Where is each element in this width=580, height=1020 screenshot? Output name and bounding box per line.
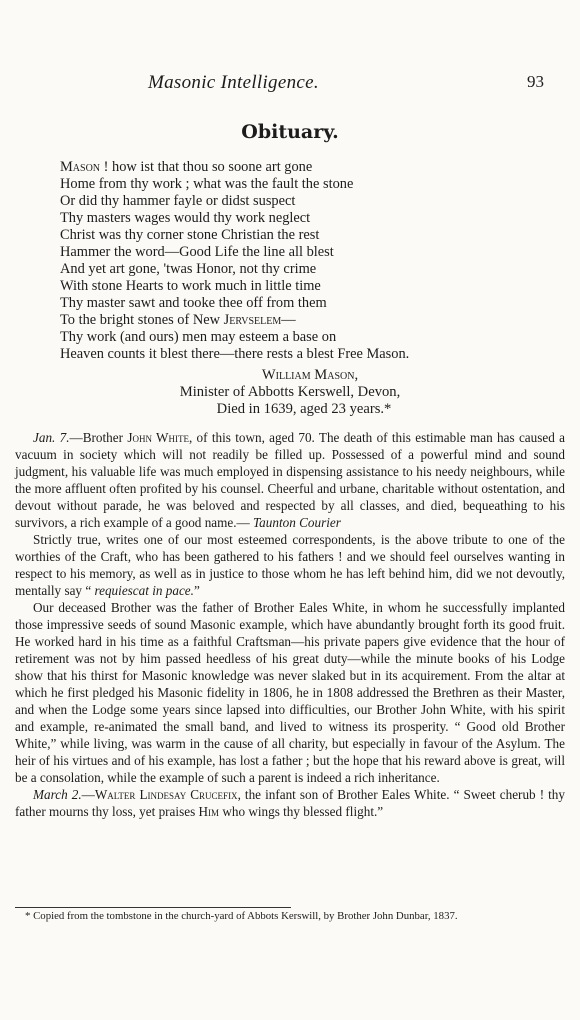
poem-line (60, 312, 520, 329)
paragraph-john-white (15, 429, 565, 531)
text-run: Strictly true, writes one of our most esteemed correspondents, is the above tribute to one of the worthies of the Craft, who has been gathered to his fathers ! and we should feel ourselves wanting in respect to his memory, as well as in justice to those whom he has left behind him, did we not devoutly, mentally say “ (15, 532, 565, 598)
date-jan-7: Jan. 7. (33, 430, 70, 445)
poem-line: Home from thy work ; what was the fault the stone (60, 176, 354, 192)
poem-line: Christ was thy corner stone Christian the rest (60, 227, 320, 243)
footnote-rule (15, 907, 291, 908)
text-run: , of this town, aged 70. The death of this estimable man has caused a vacuum in society which will not readily be filled up. Possessed of a powerful mind and sound judgment, his valuable life was much employed in dispensing assistance to his needy neighbours, while the more affluent often profited by his counsel. Cheerful and urbane, charitable without ostentation, and devout without parade, he was beloved and respected by all classes, and died, bequeathing to his survivors, a rich example of a good name.— (15, 430, 565, 530)
name-john-white: John White (127, 430, 189, 445)
signature-died: Died in 1639, aged 23 years.* (216, 401, 392, 417)
text-run: who wings thy blessed flight.” (219, 804, 384, 819)
poem-jerusalem-word: Jervselem (223, 312, 282, 328)
section-heading: Obituary. (241, 121, 339, 143)
poem-line: Thy masters wages would thy work neglect (60, 210, 311, 226)
running-head (0, 72, 580, 98)
signature-role: Minister of Abbotts Kerswell, Devon, (179, 384, 401, 400)
paragraph-tribute (15, 531, 565, 599)
word-him: Him (198, 804, 220, 819)
latin-phrase: requiescat in pace. (94, 583, 194, 598)
poem-line: Hammer the word—Good Life the line all blest (60, 244, 334, 260)
poem-line: Heaven counts it blest there—there rests a blest Free Mason. (60, 346, 410, 362)
text-run: ” (193, 583, 200, 598)
poem-line: And yet art gone, 'twas Honor, not thy crime (60, 261, 317, 277)
poem-line: Or did thy hammer fayle or didst suspect (60, 193, 296, 209)
footnote-text: * Copied from the tombstone in the church-yard of Abbots Kerswill, by Brother John Dunbar, 1837. (25, 910, 458, 922)
signature-name: William Mason, (261, 367, 359, 383)
running-title: Masonic Intelligence. (148, 72, 319, 93)
source-taunton-courier: Taunton Courier (253, 515, 341, 530)
text-run: , the infant son of Brother Eales White. “ Sweet cherub ! thy father mourns thy loss, yet praises (15, 787, 565, 819)
name-walter-crucefix: Walter Lindesay Crucefix (94, 787, 238, 802)
obituary-body (15, 429, 565, 820)
poem-jerusalem-post: — (281, 312, 296, 328)
poem-line: Thy work (and ours) men may esteem a base on (60, 329, 337, 345)
poem-first-rest: ! how ist that thou so soone art gone (100, 159, 313, 175)
paragraph-eales-white: Our deceased Brother was the father of Brother Eales White, in whom he successfully implanted those impressive seeds of sound Masonic example, which have abundantly brought forth its good fruit. He worked hard in his time as a faithful Craftsman—his private papers give evidence that the hour of retirement was not by him passed heedless of his great duty—while the minute books of his Lodge show that his thirst for Masonic knowledge was never slaked but in its acquirement. From the altar at which he first pledged his Masonic fidelity in 1806, he in 1808 addressed the Brethren as their Master, and when the Lodge some years since lapsed into difficulties, our Brother John White, with his spirit and example, re-animated the small band, and lived to witness its prosperity. “ Good old Brother White,” while living, was warm in the cause of all charity, but especially in favour of the Asylum. The heir of his virtues and of his example, has lost a father ; but the hope that his reward above is great, will be a consolation, while the example of such a parent is indeed a rich inheritance. (15, 600, 565, 785)
poem-first-word: Mason (60, 159, 101, 175)
text-run: —Brother (69, 430, 128, 445)
text-run: — (81, 787, 95, 802)
paragraph-crucefix (15, 786, 565, 820)
epitaph-poem (60, 159, 520, 363)
poem-jerusalem-pre: To the bright stones of New (60, 312, 224, 328)
date-march-2: March 2. (33, 787, 82, 802)
poem-line: Thy master sawt and tooke thee off from them (60, 295, 327, 311)
poem-line: With stone Hearts to work much in little time (60, 278, 321, 294)
poem-line (60, 159, 520, 176)
footnote (15, 909, 565, 923)
page-number: 93 (527, 72, 544, 91)
